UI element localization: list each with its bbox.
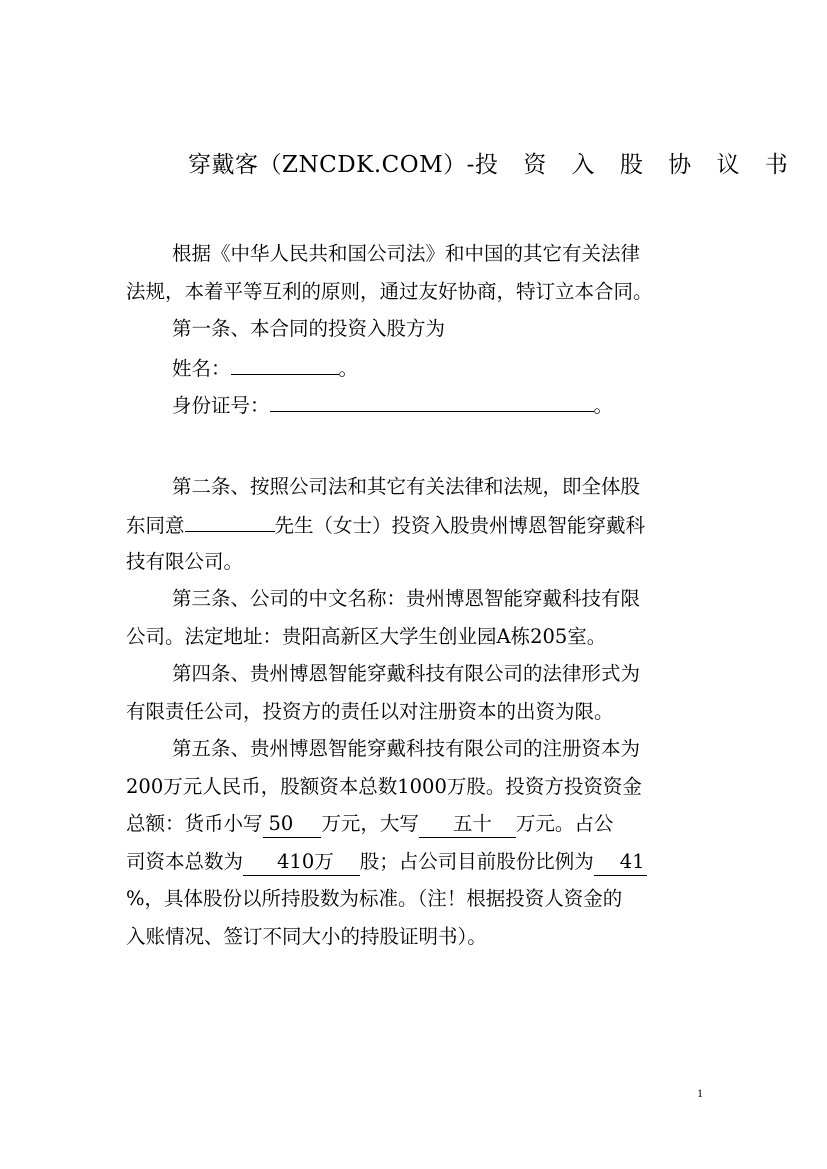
article3-line-1: 第三条、公司的中文名称：贵州博恩智能穿戴科技有限	[172, 587, 641, 610]
name-row	[126, 348, 706, 386]
name-blank-field[interactable]	[231, 348, 339, 375]
name-end: 。	[338, 356, 359, 380]
article1-heading: 第一条、本合同的投资入股方为	[172, 317, 446, 340]
amount-big-field[interactable]: 五十	[419, 811, 516, 838]
intro-line-1: 根据《中华人民共和国公司法》和中国的其它有关法律	[172, 242, 641, 265]
name-label: 姓名：	[172, 356, 231, 380]
investor-name-blank-field[interactable]	[185, 505, 275, 532]
article5-line-6: 入账情况、签订不同大小的持股证明书）。	[126, 924, 487, 948]
page-number: 1	[697, 1086, 703, 1100]
shares-field[interactable]: 410万	[243, 849, 360, 876]
article5-line-3-b: 万元，大写	[321, 812, 419, 835]
article5-line-4	[126, 843, 706, 881]
amount-small-field[interactable]: 50	[263, 811, 322, 838]
document-title	[188, 147, 797, 183]
article2-line-2-post: 先生（女士）投资入股贵州博恩智能穿戴科	[274, 514, 646, 537]
article2-line-3: 技有限公司。	[126, 549, 244, 573]
article2-line-2	[126, 505, 706, 543]
article2-line-1: 第二条、按照公司法和其它有关法律和法规，即全体股	[172, 474, 641, 498]
article5-line-3	[126, 805, 706, 843]
id-end: 。	[593, 394, 614, 417]
id-number-blank-field[interactable]	[270, 385, 594, 412]
article2-line-2-pre: 东同意	[126, 514, 185, 537]
percent-field[interactable]: 41	[594, 849, 647, 876]
article5-line-4-b: 股；占公司目前股份比例为	[359, 849, 594, 873]
article4-line-1: 第四条、贵州博恩智能穿戴科技有限公司的法律形式为	[172, 662, 641, 685]
document-body	[126, 235, 706, 955]
article5-line-3-a: 总额：货币小写	[126, 812, 263, 835]
intro-line-2: 法规，本着平等互利的原则，通过友好协商，特订立本合同。	[126, 279, 653, 303]
title-main: 投 资 入 股 协 议 书	[474, 152, 797, 178]
article5-line-1: 第五条、贵州博恩智能穿戴科技有限公司的注册资本为	[172, 737, 641, 760]
article5-line-2: 200万元人民币，股额资本总数1000万股。投资方投资资金	[126, 774, 642, 798]
article5-line-5: %，具体股份以所持股数为标准。（注！根据投资人资金的	[126, 887, 623, 910]
title-prefix: 穿戴客（ZNCDK.COM）-	[188, 152, 475, 178]
article4-line-2: 有限责任公司，投资方的责任以对注册资本的出资为限。	[126, 699, 614, 723]
article5-line-4-a: 司资本总数为	[126, 849, 244, 873]
id-label: 身份证号：	[172, 394, 270, 417]
article3-line-2: 公司。法定地址：贵阳高新区大学生创业园A栋205室。	[126, 624, 607, 648]
section-gap	[126, 423, 706, 468]
article5-line-3-c: 万元。占公	[515, 812, 614, 835]
id-row	[126, 385, 706, 423]
